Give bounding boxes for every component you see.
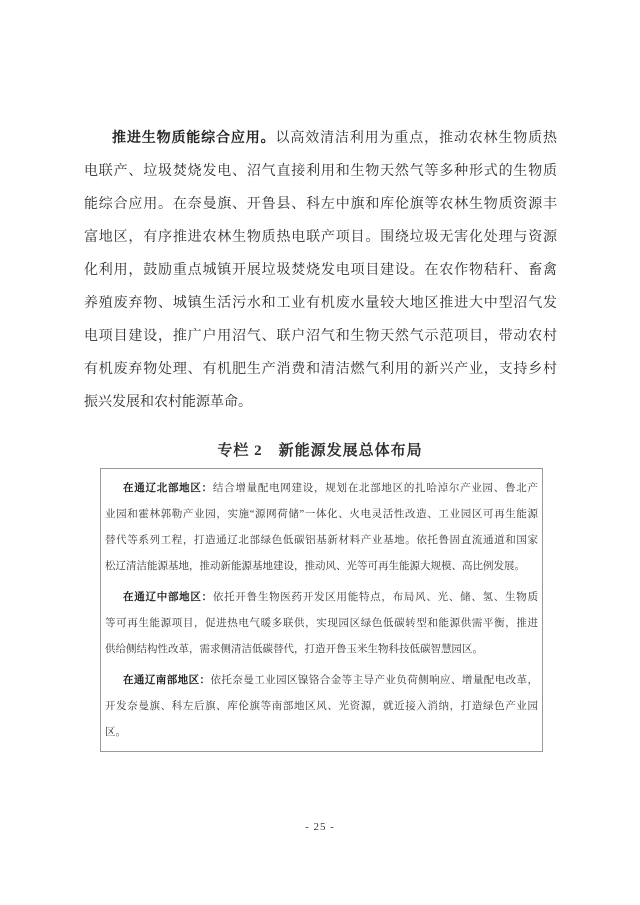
- panel-box: [100, 468, 543, 752]
- paragraph-lead-bold: 在通辽北部地区：: [123, 483, 213, 494]
- paragraph-lead-bold: 在通辽中部地区：: [123, 592, 213, 603]
- paragraph-line: 等可再生能源项目，促进热电气暖多联供，实现园区绿色低碳转型和能源供需平衡，推进: [105, 618, 538, 629]
- paragraph-first-line: [84, 122, 557, 155]
- paragraph-first-line: [105, 476, 538, 502]
- paragraph-first-line-text: 依托奈曼工业园区镍铬合金等主导产业负荷侧响应、增量配电改革，: [210, 675, 538, 686]
- paragraph-lines: [105, 611, 538, 637]
- paragraph-lines: [105, 694, 538, 720]
- paragraph-lead-bold: 在通辽南部地区：: [123, 675, 211, 686]
- paragraph-first-line-text: 结合增量配电网建设，规划在北部地区的扎哈淖尔产业园、鲁北产: [212, 483, 538, 494]
- page-number: - 25 -: [305, 821, 335, 833]
- paragraph-line: 富地区，有序推进农林生物质热电联产项目。围绕垃圾无害化处理与资源: [84, 230, 557, 245]
- paragraph-line: 能综合应用。在奈曼旗、开鲁县、科左中旗和库伦旗等农林生物质资源丰: [84, 197, 557, 212]
- paragraph-line: 电联产、垃圾焚烧发电、沼气直接利用和生物天然气等多种形式的生物质: [84, 164, 557, 179]
- paragraph-line: 电项目建设，推广户用沼气、联户沼气和生物天然气示范项目，带动农村: [84, 329, 557, 344]
- panel-paragraph-south: [105, 668, 538, 746]
- paragraph-last-line: 松辽清洁能源基地，推动新能源基地建设，推动风、光等可再生能源大规模、高比例发展。: [105, 561, 525, 572]
- paragraph-last-line: 区。: [105, 727, 126, 738]
- paragraph-last-line: 振兴发展和农村能源革命。: [84, 395, 252, 410]
- paragraph-line: 业园和霍林郭勒产业园，实施“源网荷储”一体化、火电灵活性改造、工业园区可再生能源: [105, 509, 538, 520]
- panel-paragraph-north: [105, 476, 538, 580]
- paragraph-line: 养殖废弃物、城镇生活污水和工业有机废水量较大地区推进大中型沼气发: [84, 296, 557, 311]
- paragraph-line: 替代等系列工程，打造通辽北部绿色低碳铝基新材料产业基地。依托鲁固直流通道和国家: [105, 535, 538, 546]
- paragraph-lines: [105, 502, 538, 554]
- paragraph-first-line-text: 以高效清洁利用为重点，推动农林生物质热: [275, 131, 557, 146]
- paragraph-first-line-text: 依托开鲁生物医药开发区用能特点，布局风、光、储、氢、生物质: [212, 592, 538, 603]
- paragraph-last-line: 供给侧结构性改革，需求侧清洁低碳替代，打造开鲁玉米生物科技低碳智慧园区。: [105, 644, 483, 655]
- paragraph-line: 有机废弃物处理、有机肥生产消费和清洁燃气利用的新兴产业，支持乡村: [84, 362, 557, 377]
- paragraph-first-line: [105, 668, 538, 694]
- paragraph-line: 化利用，鼓励重点城镇开展垃圾焚烧发电项目建设。在农作物秸秆、畜禽: [84, 263, 557, 278]
- panel-paragraph-central: [105, 585, 538, 663]
- paragraph-lead-bold: 推进生物质能综合应用。: [112, 131, 276, 146]
- body-paragraph: [84, 122, 557, 419]
- paragraph-line: 开发奈曼旗、科左后旗、库伦旗等南部地区风、光资源，就近接入消纳，打造绿色产业园: [105, 701, 538, 712]
- paragraph-first-line: [105, 585, 538, 611]
- panel-title: 专栏 2 新能源发展总体布局: [217, 443, 423, 459]
- paragraph-lines: [84, 155, 557, 386]
